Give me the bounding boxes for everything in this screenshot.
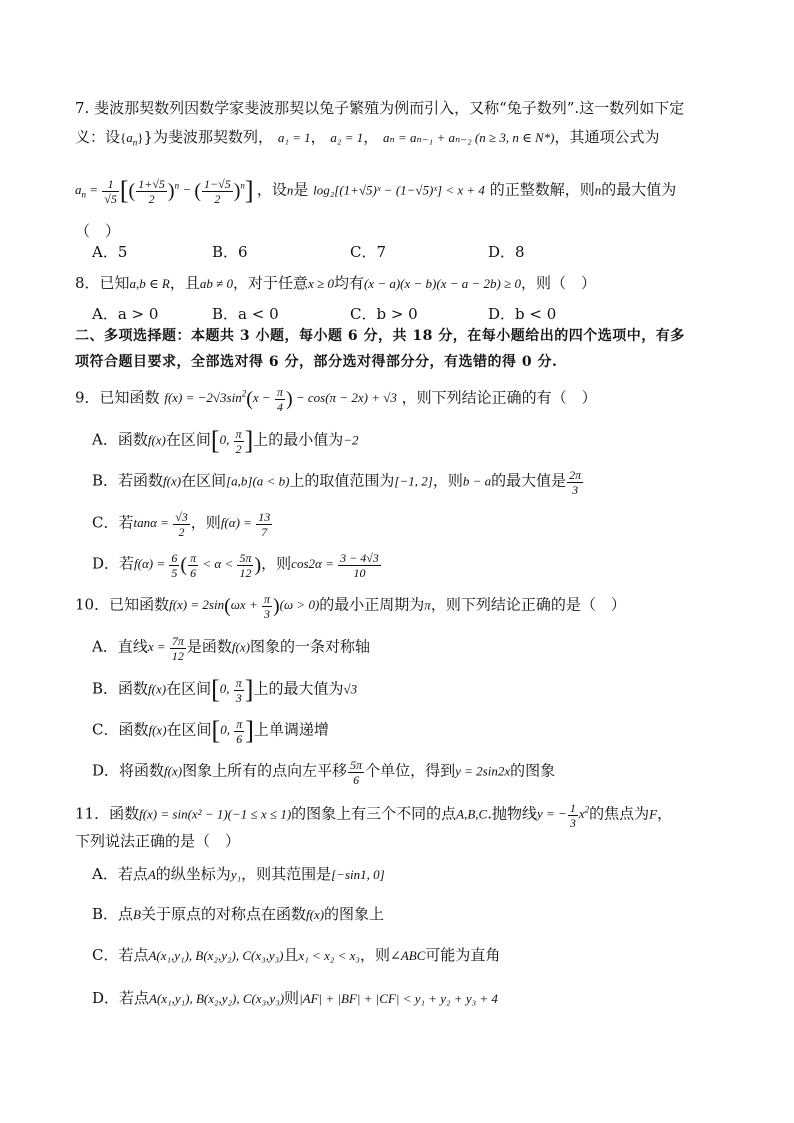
q10-option-c[interactable]: C．函数f(x)在区间[0, $\frac{\pi}{6}$ ]上单调递增 [92, 716, 329, 746]
q11-stem-line1: 11．函数f(x) = sin(x² − 1)(−1 ≤ x ≤ 1)的图象上有三个不同的点A,B,C.抛物线y = − $\frac{1}{3}$ $x^2$的焦点为F， [75, 800, 673, 830]
q7-formula: $a_n$ = $\frac{1}{√5}$ [( $\frac{1+√5}{2}$ )$^n$ − ( $\frac{1-√5}{2}$ )$^n$] [75, 176, 254, 206]
q11-option-b[interactable]: B．点B关于原点的对称点在函数f(x)的图象上 [92, 905, 385, 923]
q11-stem-line2: 下列说法正确的是（ ） [75, 832, 241, 850]
q9-stem: 9．已知函数 $f(x) = -2√3\sin^2(x$ − $\frac{\pi}{4}$ ) − cos(π − 2x) + √3 ，则下列结论正确的有（ ） [75, 384, 597, 414]
q7-formula-line: $a_n$ = $\frac{1}{√5}$ [( $\frac{1+√5}{2}$ )$^n$ − ( $\frac{1-√5}{2}$ )$^n$] ，设n是 log₂[(1+√5)ˣ − (1−√5)ˣ] < x + 4 的正整数解，则n的最大值为 [75, 176, 677, 206]
q7-a1: a₁ = 1 [277, 130, 311, 145]
q11-option-d[interactable]: D．若点A(x₁,y₁), B(x₂,y₂), C(x₃,y₃)则|AF| + |BF| + |CF| < y₁ + y₂ + y₃ + 4 [92, 989, 498, 1007]
q8-option-b[interactable]: B．a < 0 [212, 305, 279, 323]
q10-option-d[interactable]: D．将函数f(x)图象上所有的点向左平移 $\frac{5\pi}{6}$ 个单位，得到y = 2sin2x的图象 [92, 758, 556, 787]
section2-heading-line2: 项符合题目要求，全部选对得 6 分，部分选对得部分分，有选错的得 0 分. [75, 354, 558, 370]
q9-option-a[interactable]: A．函数f(x)在区间[0, $\frac{\pi}{2}$ ]上的最小值为−2 [92, 426, 359, 456]
q10-stem: 10．已知函数f(x) = 2sin(ωx + $\frac{\pi}{3}$ )(ω > 0)的最小正周期为π，则下列结论正确的是（ ） [75, 592, 626, 621]
q7-option-a[interactable]: A．5 [92, 243, 128, 261]
q7-paren: （ ） [75, 222, 121, 240]
q8-option-c[interactable]: C．b > 0 [350, 305, 418, 323]
q7-option-c[interactable]: C．7 [350, 243, 387, 261]
q7-options [92, 242, 732, 262]
q9-option-c[interactable]: C．若tanα = $\frac{√3}{2}$ ，则f(α) = $\frac{13}{7}$ [92, 510, 271, 539]
q7-a2: a₂ = 1 [330, 130, 364, 145]
q7-stem-line2: 义：设$\{a_n\}$}为斐波那契数列， a₁ = 1， a₂ = 1， aₙ = aₙ₋₁ + aₙ₋₂ (n ≥ 3, n ∈ N*)，其通项公式为 [75, 128, 660, 148]
q9-option-d[interactable]: D．若f(α) = $\frac{6}{5}$ ( $\frac{\pi}{6}$ < α < $\frac{5\pi}{12}$ )，则cos2α = $\frac{3 - 4√3}{10}$ [92, 551, 379, 580]
q11-option-c[interactable]: C．若点A(x₁,y₁), B(x₂,y₂), C(x₃,y₃)且x₁ < x₂ < x₃，则∠ABC可能为直角 [92, 946, 501, 964]
q10-option-a[interactable]: A．直线x = $\frac{7\pi}{12}$ 是函数f(x)图象的一条对称轴 [92, 634, 370, 663]
q8-option-a[interactable]: A．a > 0 [92, 305, 159, 323]
q8-options [92, 304, 732, 324]
q9-option-b[interactable]: B．若函数f(x)在区间[a,b](a < b)上的取值范围为[−1, 2]，则b − a的最大值是 $\frac{2\pi}{3}$ [92, 468, 582, 497]
q10-option-b[interactable]: B．函数f(x)在区间[0, $\frac{\pi}{3}$ ]上的最大值为√3 [92, 675, 358, 705]
q7-option-d[interactable]: D．8 [488, 243, 525, 261]
q7-log-inequality: log₂[(1+√5)ˣ − (1−√5)ˣ] < x + 4 [313, 182, 485, 198]
q7-stem-line1: 7. 斐波那契数列因数学家斐波那契以兔子繁殖为例而引入，又称“兔子数列”.这一数列如下定 [75, 99, 685, 117]
q8-option-d[interactable]: D．b < 0 [488, 305, 557, 323]
q7-recurrence: aₙ = aₙ₋₁ + aₙ₋₂ (n ≥ 3, n ∈ N*) [383, 130, 555, 145]
q8-stem: 8．已知a,b ∈ R，且ab ≠ 0，对于任意x ≥ 0均有(x − a)(x − b)(x − a − 2b) ≥ 0，则（ ） [75, 274, 596, 292]
q7-option-b[interactable]: B．6 [212, 243, 248, 261]
section2-heading-line1: 二、多项选择题：本题共 3 小题，每小题 6 分，共 18 分，在每小题给出的四个选项中，有多 [75, 328, 685, 344]
q11-option-a[interactable]: A．若点A的纵坐标为y₁，则其范围是[−sin1, 0] [92, 865, 385, 883]
q9-function: $f(x) = -2√3\sin^2(x$ − $\frac{\pi}{4}$ ) − cos(π − 2x) + √3 [164, 384, 397, 414]
